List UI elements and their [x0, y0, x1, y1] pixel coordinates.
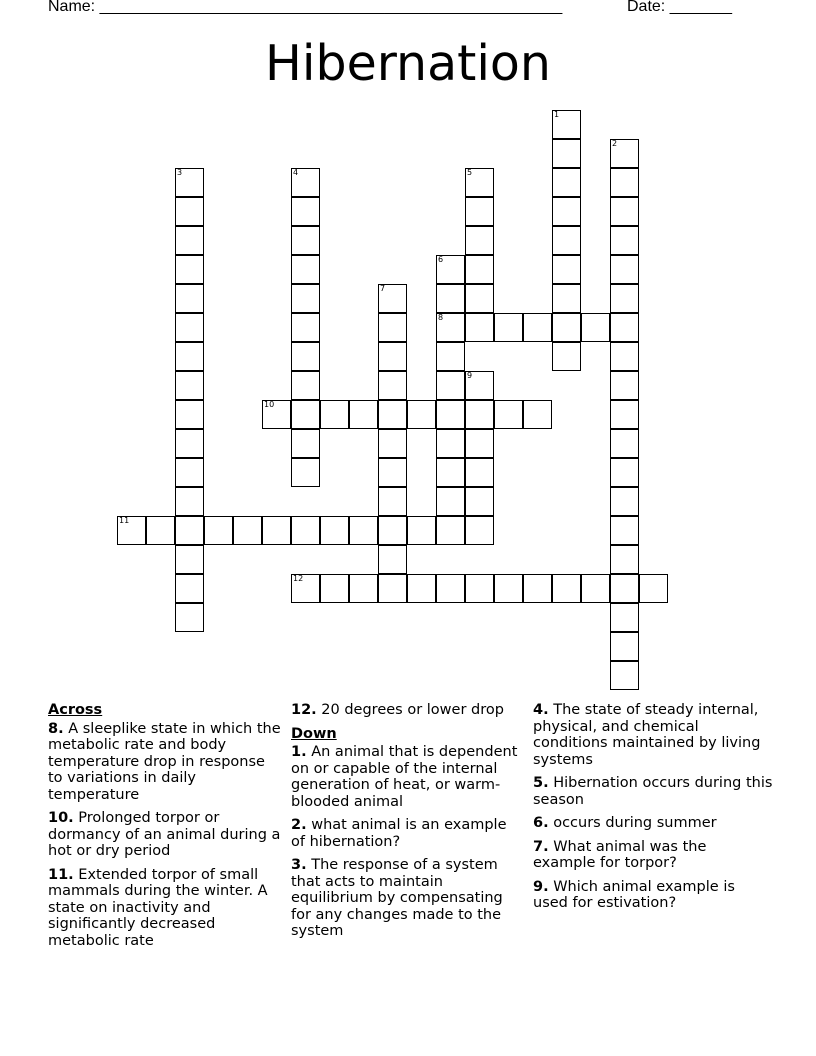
clue-down-9	[533, 879, 773, 912]
clue-number: 9.	[533, 878, 549, 895]
grid-cell[interactable]	[465, 574, 494, 603]
grid-cell[interactable]	[436, 255, 465, 284]
clues-column-2	[291, 702, 525, 947]
clues-column-1	[48, 702, 282, 956]
clue-number: 10.	[48, 810, 74, 826]
grid-cell[interactable]	[291, 371, 320, 400]
clue-text: 20 degrees or lower drop	[321, 702, 504, 718]
grid-cell[interactable]	[262, 400, 291, 429]
clue-text: The state of steady internal, physical, and chemical conditions maintained by living systems	[533, 702, 761, 768]
grid-cell[interactable]	[436, 487, 465, 516]
clue-text: occurs during summer	[553, 815, 717, 831]
grid-cell[interactable]	[291, 400, 320, 429]
grid-cell[interactable]	[175, 574, 204, 603]
grid-cell[interactable]	[552, 574, 581, 603]
grid-cell[interactable]	[175, 516, 204, 545]
clue-number: 2.	[291, 817, 307, 833]
grid-cell[interactable]	[465, 371, 494, 400]
grid-cell[interactable]	[465, 284, 494, 313]
grid-cell[interactable]	[175, 226, 204, 255]
grid-cell[interactable]	[436, 429, 465, 458]
grid-cell[interactable]	[436, 313, 465, 342]
grid-cell[interactable]	[465, 313, 494, 342]
grid-cell[interactable]	[436, 284, 465, 313]
clue-across-11	[48, 867, 282, 950]
grid-cell[interactable]	[320, 400, 349, 429]
clue-across-10	[48, 810, 282, 860]
grid-cell[interactable]	[320, 574, 349, 603]
grid-cell[interactable]	[378, 342, 407, 371]
clue-text: Which animal example is used for estivation?	[533, 878, 735, 911]
grid-cell[interactable]	[552, 226, 581, 255]
grid-cell[interactable]	[523, 400, 552, 429]
clue-down-2	[291, 817, 525, 850]
clue-across-8	[48, 721, 282, 804]
grid-cell[interactable]	[436, 458, 465, 487]
grid-cell[interactable]	[175, 255, 204, 284]
cell-number: 6	[438, 255, 444, 264]
clue-number: 8.	[48, 720, 64, 737]
clue-text: what animal is an example of hibernation?	[291, 817, 507, 850]
grid-cell[interactable]	[436, 371, 465, 400]
grid-cell[interactable]	[291, 168, 320, 197]
grid-cell[interactable]	[436, 574, 465, 603]
clue-number: 4.	[533, 702, 549, 718]
grid-cell[interactable]	[175, 197, 204, 226]
grid-cell[interactable]	[494, 313, 523, 342]
clue-number: 11.	[48, 866, 74, 883]
grid-cell[interactable]	[436, 400, 465, 429]
grid-cell[interactable]	[378, 429, 407, 458]
clue-down-3	[291, 857, 525, 940]
grid-cell[interactable]	[494, 574, 523, 603]
grid-cell[interactable]	[436, 342, 465, 371]
grid-cell[interactable]	[291, 342, 320, 371]
clue-down-1	[291, 744, 525, 810]
grid-cell[interactable]	[552, 168, 581, 197]
cell-number: 4	[293, 168, 299, 177]
clue-text: The response of a system that acts to maintain equilibrium by compensating for any changes made to the system	[291, 857, 503, 939]
grid-cell[interactable]	[378, 284, 407, 313]
grid-cell[interactable]	[639, 574, 668, 603]
grid-cell[interactable]	[610, 313, 639, 342]
grid-cell[interactable]	[349, 574, 378, 603]
grid-cell[interactable]	[610, 487, 639, 516]
grid-cell[interactable]	[291, 197, 320, 226]
grid-cell[interactable]	[349, 400, 378, 429]
grid-cell[interactable]	[610, 458, 639, 487]
grid-cell[interactable]	[291, 284, 320, 313]
grid-cell[interactable]	[117, 516, 146, 545]
puzzle-title: Hibernation	[265, 35, 551, 92]
clue-down-6	[533, 815, 773, 832]
cell-number: 3	[177, 168, 183, 177]
clues-column-3	[533, 702, 773, 919]
grid-cell[interactable]	[465, 255, 494, 284]
grid-cell[interactable]	[407, 400, 436, 429]
grid-cell[interactable]	[610, 545, 639, 574]
date-field[interactable]: Date: _______	[627, 0, 732, 15]
grid-cell[interactable]	[291, 313, 320, 342]
clue-down-4	[533, 702, 773, 768]
grid-cell[interactable]	[291, 226, 320, 255]
cell-number: 11	[119, 516, 130, 525]
grid-cell[interactable]	[291, 429, 320, 458]
grid-cell[interactable]	[175, 458, 204, 487]
grid-cell[interactable]	[610, 429, 639, 458]
grid-cell[interactable]	[610, 371, 639, 400]
cell-number: 7	[380, 284, 386, 293]
grid-cell[interactable]	[552, 139, 581, 168]
clue-text: Hibernation occurs during this season	[533, 775, 773, 808]
grid-cell[interactable]	[291, 255, 320, 284]
grid-cell[interactable]	[494, 400, 523, 429]
grid-cell[interactable]	[610, 400, 639, 429]
grid-cell[interactable]	[175, 371, 204, 400]
clue-number: 5.	[533, 775, 549, 791]
grid-cell[interactable]	[610, 197, 639, 226]
cell-number: 9	[467, 371, 473, 380]
grid-cell[interactable]	[349, 516, 378, 545]
cell-number: 5	[467, 168, 473, 177]
cell-number: 8	[438, 313, 444, 322]
grid-cell[interactable]	[378, 313, 407, 342]
grid-cell[interactable]	[552, 255, 581, 284]
grid-cell[interactable]	[465, 516, 494, 545]
grid-cell[interactable]	[291, 458, 320, 487]
grid-cell[interactable]	[552, 284, 581, 313]
grid-cell[interactable]	[465, 487, 494, 516]
grid-cell[interactable]	[581, 574, 610, 603]
grid-cell[interactable]	[175, 429, 204, 458]
grid-cell[interactable]	[378, 487, 407, 516]
cell-number: 2	[612, 139, 618, 148]
clue-text: Prolonged torpor or dormancy of an animal during a hot or dry period	[48, 810, 281, 859]
clue-down-5	[533, 775, 773, 808]
clue-across-12	[291, 702, 525, 719]
grid-cell[interactable]	[610, 661, 639, 690]
grid-cell[interactable]	[610, 139, 639, 168]
grid-cell[interactable]	[407, 516, 436, 545]
clue-text: Extended torpor of small mammals during the winter. A state on inactivity and significantly decreased metabolic rate	[48, 866, 268, 949]
grid-cell[interactable]	[291, 574, 320, 603]
grid-cell[interactable]	[465, 226, 494, 255]
grid-cell[interactable]	[610, 255, 639, 284]
grid-cell[interactable]	[552, 342, 581, 371]
clue-text: A sleeplike state in which the metabolic rate and body temperature drop in response to variations in daily temperature	[48, 720, 281, 803]
cell-number: 10	[264, 400, 275, 409]
clue-down-7	[533, 839, 773, 872]
grid-cell[interactable]	[175, 342, 204, 371]
grid-cell[interactable]	[175, 603, 204, 632]
clue-number: 12.	[291, 702, 317, 718]
grid-cell[interactable]	[378, 574, 407, 603]
grid-cell[interactable]	[581, 313, 610, 342]
grid-cell[interactable]	[175, 313, 204, 342]
grid-cell[interactable]	[610, 168, 639, 197]
grid-cell[interactable]	[552, 197, 581, 226]
clue-text: An animal that is dependent on or capable of the internal generation of heat, or warm-blooded animal	[291, 744, 518, 810]
grid-cell[interactable]	[610, 284, 639, 313]
grid-cell[interactable]	[465, 168, 494, 197]
grid-cell[interactable]	[552, 110, 581, 139]
grid-cell[interactable]	[610, 574, 639, 603]
grid-cell[interactable]	[175, 545, 204, 574]
grid-cell[interactable]	[436, 516, 465, 545]
grid-cell[interactable]	[204, 516, 233, 545]
grid-cell[interactable]	[465, 197, 494, 226]
grid-cell[interactable]	[378, 458, 407, 487]
grid-cell[interactable]	[610, 226, 639, 255]
name-field[interactable]: Name: ____________________________________________________	[48, 0, 563, 15]
grid-cell[interactable]	[407, 574, 436, 603]
clue-number: 6.	[533, 815, 549, 831]
grid-cell[interactable]	[523, 313, 552, 342]
grid-cell[interactable]	[146, 516, 175, 545]
grid-cell[interactable]	[523, 574, 552, 603]
grid-cell[interactable]	[465, 458, 494, 487]
clue-number: 3.	[291, 857, 307, 873]
grid-cell[interactable]	[610, 632, 639, 661]
down-heading: Down	[291, 725, 337, 742]
grid-cell[interactable]	[233, 516, 262, 545]
clue-number: 1.	[291, 744, 307, 760]
grid-cell[interactable]	[552, 313, 581, 342]
clue-text: What animal was the example for torpor?	[533, 838, 707, 871]
across-heading: Across	[48, 702, 103, 718]
cell-number: 12	[293, 574, 304, 583]
grid-cell[interactable]	[175, 284, 204, 313]
grid-cell[interactable]	[610, 603, 639, 632]
grid-cell[interactable]	[378, 516, 407, 545]
grid-cell[interactable]	[175, 168, 204, 197]
grid-cell[interactable]	[465, 400, 494, 429]
grid-cell[interactable]	[378, 371, 407, 400]
grid-cell[interactable]	[262, 516, 291, 545]
clue-number: 7.	[533, 838, 549, 855]
grid-cell[interactable]	[320, 516, 349, 545]
grid-cell[interactable]	[610, 516, 639, 545]
grid-cell[interactable]	[291, 516, 320, 545]
grid-cell[interactable]	[175, 400, 204, 429]
grid-cell[interactable]	[610, 342, 639, 371]
grid-cell[interactable]	[465, 429, 494, 458]
grid-cell[interactable]	[175, 487, 204, 516]
grid-cell[interactable]	[378, 400, 407, 429]
cell-number: 1	[554, 110, 560, 119]
grid-cell[interactable]	[378, 545, 407, 574]
